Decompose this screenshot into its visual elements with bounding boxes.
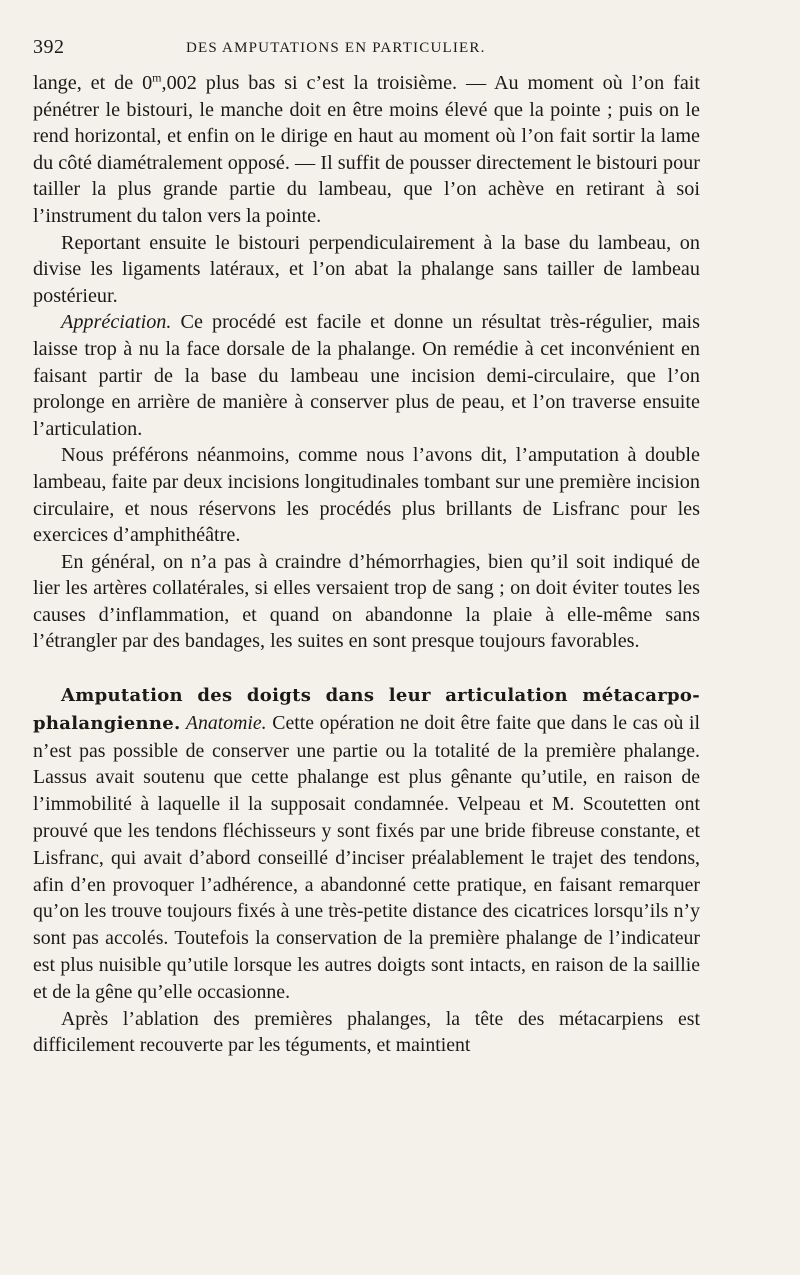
paragraph-text-end: ,002 plus bas si c’est la troisième. — Au moment où l’on fait pénétrer le bistouri, le manche doit en être moins élevé que la pointe ; puis on le rend horizontal, et enfin on le dirige en haut au moment où l’on fait sortir la lame du côté diamétralement opposé. — Il suffit de pousser directement le bistouri pour tailler la plus grande partie du lambeau, que l’on achève en retirant à soi l’instrument du talon vers la pointe. [33,72,700,227]
paragraph: Après l’ablation des premières phalanges, la tête des métacarpiens est difficilement recouverte par les téguments, et maintient [33,1007,700,1057]
unit-superscript: m [152,70,162,85]
section-paragraph [33,682,700,1006]
running-head [33,36,700,68]
italic-lead: Anatomie. [180,711,267,734]
paragraph-text: Ce procédé est facile et donne un résultat très-régulier, mais laisse trop à nu la face dorsale de la phalange. On remédie à cet inconvénient en faisant partir de la base du lambeau une incision demi-circulaire, que l’on prolonge en arrière de manière à conserver plus de peau, et l’on traverse ensuite l’articulation. [33,311,700,440]
paragraph-continued [33,70,700,230]
body-text [33,70,700,1059]
running-title: DES AMPUTATIONS EN PARTICULIER. [186,40,486,56]
paragraph: En général, on n’a pas à craindre d’hémorrhagies, bien qu’il soit indiqué de lier les artères collatérales, si elles versaient trop de sang ; on doit éviter toutes les causes d’inflammation, et quand on abandonne la plaie à elle-même sans l’étrangler par des bandages, les suites en sont presque toujours favorables. [33,550,700,653]
page-number: 392 [33,36,65,58]
paragraph: Nous préférons néanmoins, comme nous l’avons dit, l’amputation à double lambeau, faite par deux incisions longitudinales tombant sur une première incision circulaire, et nous réservons les procédés plus brillants de Lisfranc pour les exercices d’amphithéâtre. [33,444,700,547]
paragraph-text: Cette opération ne doit être faite que dans le cas où il n’est pas possible de conserver une partie ou la totalité de la première phalange. Lassus avait soutenu que cette phalange est plus gênante qu’utile, en raison de l’immobilité à laquelle il la supposait condamnée. Velpeau et M. Scoutetten ont prouvé que les tendons fléchisseurs y sont fixés par une bride fibreuse constante, et Lisfranc, qui avait d’abord conseillé d’inciser préalablement le trajet des tendons, afin d’en provoquer l’adhérence, a abandonné cette pratique, en faisant remarquer qu’on les trouve toujours fixés à une très-petite distance des cicatrices lorsqu’ils n’y sont pas accolés. Toutefois la conservation de la première phalange de l’indicateur est plus nuisible qu’utile lorsque les autres doigts sont intacts, en raison de la saillie et de la gêne qu’elle occasionne. [33,711,700,1003]
paragraph-appreciation [33,309,700,442]
paragraph-text-start: lange, et de 0 [33,72,153,94]
paragraph: Reportant ensuite le bistouri perpendiculairement à la base du lambeau, on divise les ligaments latéraux, et l’on abat la phalange sans tailler de lambeau postérieur. [33,231,700,307]
section-title: Amputation des doigts dans leur articulation métacarpo-phalangienne. [33,685,700,734]
italic-lead: Appréciation. [61,311,172,334]
